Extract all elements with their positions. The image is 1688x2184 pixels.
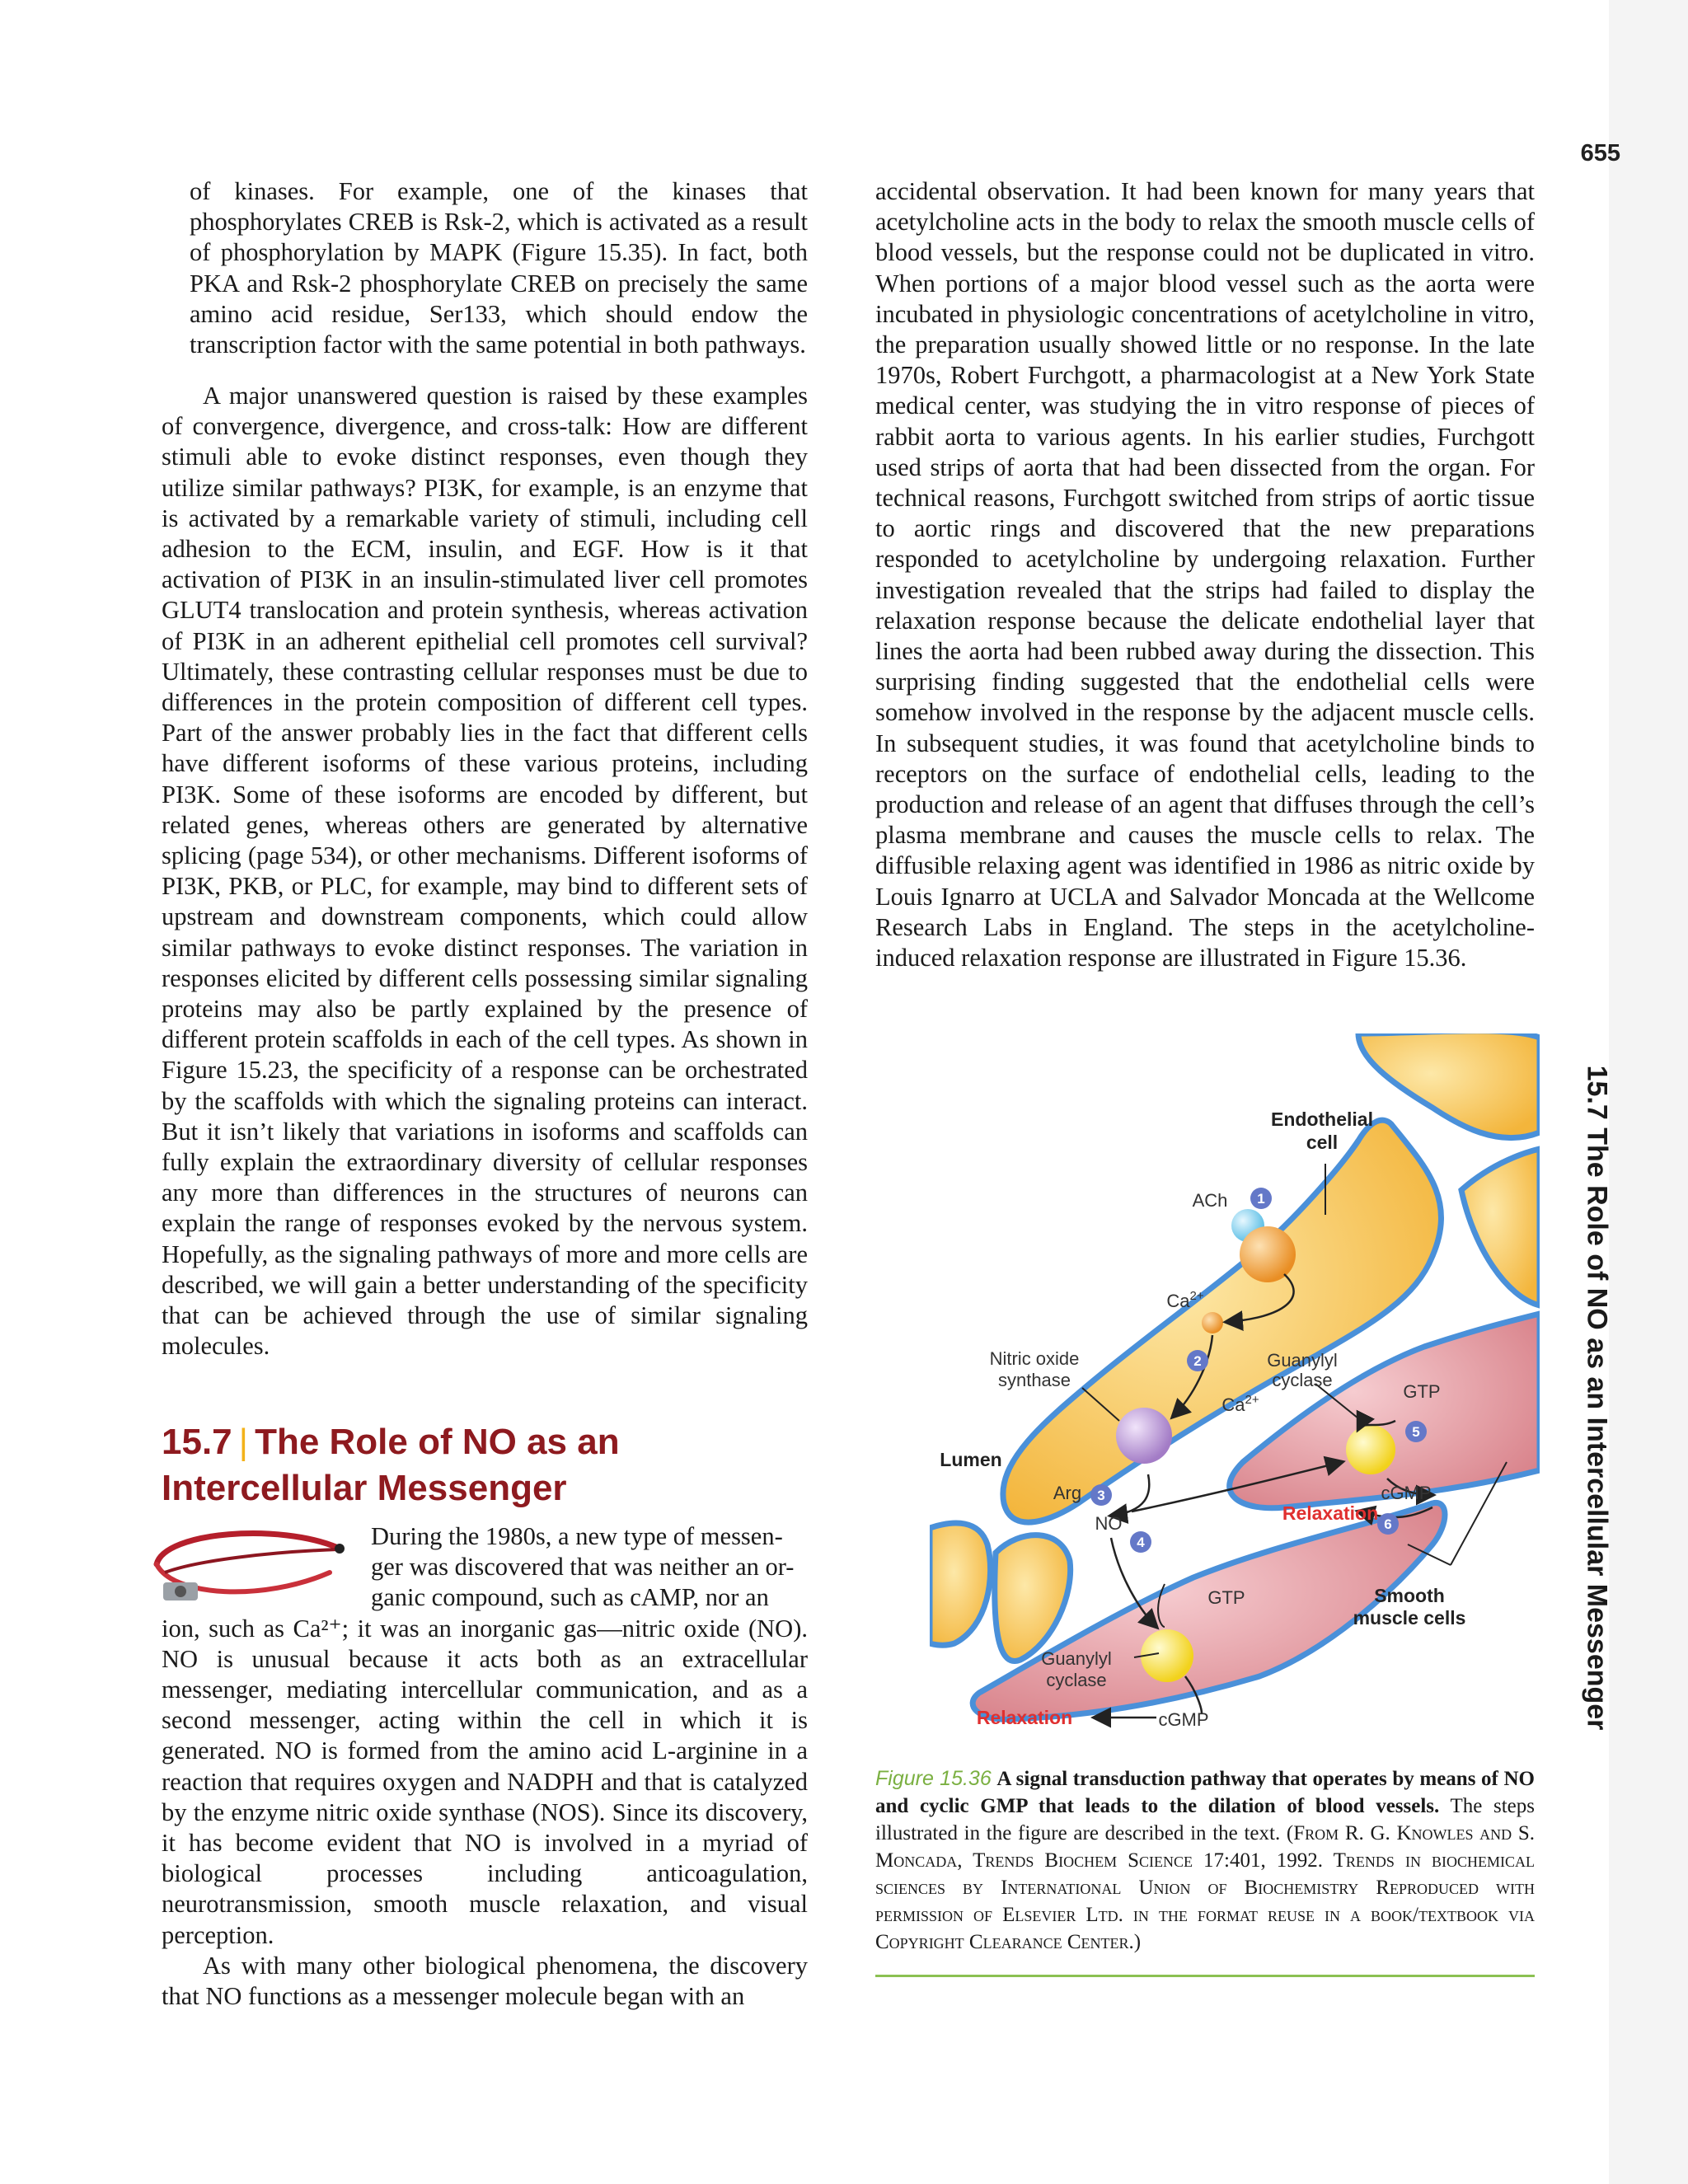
section-title-line1: The Role of NO as an: [255, 1422, 620, 1462]
svg-text:1: 1: [1257, 1191, 1265, 1207]
step-badge-2: [1187, 1350, 1208, 1371]
label-no: NO: [1095, 1513, 1123, 1534]
label-relaxation-lower: Relaxation: [976, 1707, 1073, 1728]
figure-15-36-diagram: [930, 1033, 1540, 1734]
label-gtp-upper: GTP: [1403, 1381, 1441, 1402]
calcium-channel: [1202, 1312, 1223, 1333]
side-tab-background: [1609, 0, 1688, 2184]
figure-title: A signal transduction pathway that operates by means of NO and cyclic GMP that leads to the dilation of blood vessels.: [875, 1768, 1535, 1817]
nitric-oxide-synthase: [1116, 1408, 1172, 1464]
lead-line-3: ganic compound, such as cAMP, nor an: [371, 1583, 769, 1612]
endothelial-cell-small: [995, 1535, 1071, 1661]
label-arg: Arg: [1053, 1483, 1082, 1503]
label-gc-upper-2: cyclase: [1272, 1370, 1333, 1390]
ach-receptor: [1240, 1226, 1296, 1282]
step-badge-5: [1405, 1421, 1427, 1442]
body-paragraph: accidental observation. It had been known for many years that acetylcholine acts in the body to relax the smooth muscle cells of blood vessels, but the response could not be duplicated in vitro. When portions of a major blood vessel such as the aorta were incubated in physiologic concentrations of acetylcholine in vitro, the preparation usually showed little or no response. In the late 1970s, Robert Furchgott, a pharmacologist at a New York State medical center, was studying the in vitro response of pieces of rabbit aorta to various agents. In his earlier studies, Furchgott used strips of aorta that had been dissected from the organ. For technical reasons, Furchgott switched from strips of aortic tissue to aortic rings and discovered that the new preparations responded to acetylcholine by undergoing relaxation. Further investigation revealed that the strips had failed to display the relaxation response because the delicate endothelial layer that lines the aorta had been rubbed away during the dissection. This surprising finding suggested that the endothelial cells were somehow involved in the response by the adjacent muscle cells. In subsequent studies, it was found that acetylcholine binds to receptors on the surface of endothelial cells, leading to the production and release of an agent that diffuses through the cell’s plasma membrane and causes the muscle cells to relax. The diffusible relaxing agent was identified in 1986 as nitric oxide by Louis Ignarro at UCLA and Salvador Moncada at the Wellcome Research Labs in England. The steps in the acetylcholine-induced relaxation response are illustrated in Figure 15.36.: [875, 177, 1535, 972]
section-title-line2: Intercellular Messenger: [162, 1468, 567, 1508]
endothelial-cell-right: [1461, 1149, 1540, 1305]
column1-paragraph-1: [190, 176, 808, 360]
svg-text:5: 5: [1412, 1424, 1420, 1440]
guanylyl-cyclase-upper: [1346, 1425, 1395, 1474]
label-ca-top: $Ca^{2+}$: [1166, 1289, 1204, 1311]
column2-paragraph-1: [875, 176, 1535, 973]
label-cgmp-upper: cGMP: [1381, 1483, 1432, 1503]
label-relaxation-upper: Relaxation: [1282, 1502, 1379, 1524]
section-heading: [162, 1419, 821, 1511]
page-number: 655: [1580, 140, 1620, 166]
body-paragraph: A major unanswered question is raised by these examples of convergence, divergence, and cross-talk: How are different stimuli able to evoke distinct responses, even though they utilize similar pathways? PI3K, for example, is an enzyme that is activated by a remarkable variety of stimuli, including cell adhesion to the ECM, insulin, and EGF. How is it that activation of PI3K in an insulin-stimulated liver cell promotes GLUT4 translocation and protein synthesis, whereas activation of PI3K in an adherent epithelial cell promotes cell survival? Ultimately, these contrasting cellular responses must be due to differences in the protein composition of different cell types. Part of the answer probably lies in the fact that different cells have different isoforms of these various proteins, including PI3K. Some of these isoforms are encoded by different, but related genes, whereas others are generated by alternative splicing (page 534), or other mechanisms. Different isoforms of PI3K, PKB, or PLC, for example, may bind to different sets of upstream and downstream components, which could allow similar pathways to evoke distinct responses. The variation in responses elicited by different cells possessing similar signaling proteins may also be partly explained by the presence of different protein scaffolds in each of the cell types. As shown in Figure 15.23, the specificity of a response can be orchestrated by the scaffolds with which the signaling proteins can interact. But it isn’t likely that variations in isoforms and scaffolds can fully explain the extraordinary diversity of cellular responses any more than differences in the structures of neurons can explain the range of responses evoked by the nervous system. Hopefully, as the signaling pathways of more and more cells are described, we will gain a better understanding of the specificity that can be achieved through the use of similar signaling molecules.: [162, 382, 808, 1361]
label-lumen: Lumen: [940, 1449, 1002, 1470]
step-badge-4: [1130, 1531, 1151, 1553]
paragraph-continuation: ion, such as Ca²⁺; it was an inorganic gas—nitric oxide (NO). NO is unusual because it acts both as an extracellular messenger, mediating intercellular communication, and as a second messenger, acting within the cell in which it is generated. NO is formed from the amino acid L-arginine in a reaction that requires oxygen and NADPH and that is catalyzed by the enzyme nitric oxide synthase (NOS). Since its discovery, it has become evident that NO is involved in a myriad of biological processes including anticoagulation, neurotransmission, smooth muscle relaxation, and visual perception.: [162, 1614, 808, 1949]
figure-caption-text: The steps illustrated in the figure are described in the text.: [875, 1795, 1535, 1844]
lead-line-2: ger was discovered that was neither an or-: [371, 1553, 795, 1582]
label-gtp-lower: GTP: [1207, 1587, 1245, 1608]
label-gc-lower-2: cyclase: [1046, 1670, 1107, 1690]
section-paragraph-1: [162, 1521, 808, 1951]
step-badge-3: [1090, 1484, 1112, 1506]
running-head: 15.7 The Role of NO as an Intercellular Messenger: [1581, 1065, 1613, 1731]
section-number: 15.7: [162, 1422, 232, 1462]
label-gc-lower-1: Guanylyl: [1041, 1648, 1112, 1669]
section-body: [162, 1521, 808, 2012]
step-badge-6: [1377, 1513, 1399, 1535]
body-paragraph: of kinases. For example, one of the kinases that phosphorylates CREB is Rsk-2, which is activated as a result of phosphorylation by MAPK (Figure 15.35). In fact, both PKA and Rsk-2 phosphorylate CREB on precisely the same amino acid residue, Ser133, which should endow the transcription factor with the same potential in both pathways.: [190, 177, 808, 359]
label-nos-2: synthase: [997, 1370, 1071, 1390]
label-smooth-2: muscle cells: [1353, 1607, 1466, 1629]
step-badge-1: [1250, 1188, 1272, 1209]
column1-paragraph-2: [162, 381, 808, 1362]
endothelial-cell-left: [930, 1523, 991, 1645]
heading-divider: |: [238, 1422, 249, 1462]
svg-text:4: 4: [1137, 1535, 1145, 1550]
figure-caption: [875, 1765, 1535, 1956]
svg-text:2: 2: [1193, 1353, 1202, 1369]
label-endothelial-2: cell: [1306, 1132, 1339, 1153]
label-nos-1: Nitric oxide: [989, 1348, 1080, 1369]
label-gc-upper-1: Guanylyl: [1267, 1350, 1338, 1371]
label-endothelial-1: Endothelial: [1271, 1108, 1373, 1130]
label-ca-mid: $Ca^{2+}$: [1221, 1393, 1259, 1415]
caption-rule: [875, 1975, 1535, 1977]
figure-number: Figure 15.36: [875, 1767, 992, 1790]
section-paragraph-2: As with many other biological phenomena, the discovery that NO functions as a messenger molecule began with an: [162, 1951, 808, 2011]
label-ach: ACh: [1192, 1190, 1228, 1211]
svg-text:6: 6: [1384, 1516, 1392, 1532]
label-smooth-1: Smooth: [1374, 1585, 1445, 1606]
svg-text:3: 3: [1097, 1488, 1105, 1503]
lead-line-1: During the 1980s, a new type of messen-: [371, 1522, 783, 1550]
label-cgmp-lower: cGMP: [1158, 1709, 1209, 1730]
figure-credit: (From R. G. Knowles and S. Moncada, Trends Biochem Science 17:401, 1992. Trends in biochemical sciences by International Union of Biochemistry Reproduced with permission of Elsevier Ltd. in the format reuse in a book/textbook via Copyright Clearance Center.): [875, 1822, 1536, 1953]
